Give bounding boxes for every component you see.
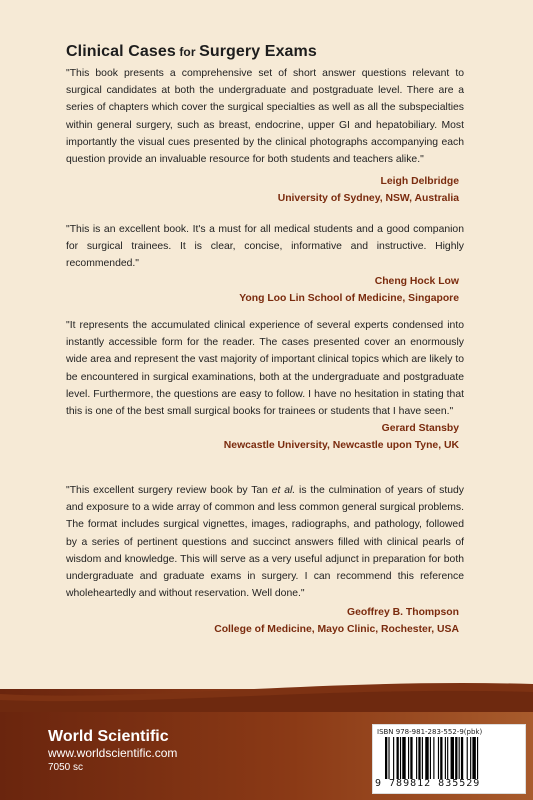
barcode-bar: [393, 737, 394, 779]
barcode-bar: [416, 737, 417, 779]
endorsement-1: [66, 65, 464, 207]
barcode-bar: [402, 737, 405, 779]
endorsement-quote: "This book presents a comprehensive set of short answer questions relevant to surgical candidates at both the undergraduate and postgraduate level. There are a series of chapters which cover the surgical specialties as well as all the subspecialties within general surgery, such as breast, endocrine, upper GI and hepatobiliary. Most importantly the visual cues presented by the clinical photographs accompanying each question provide an invaluable resource for both students and teachers alike.": [66, 68, 464, 166]
barcode-bar: [433, 737, 434, 779]
barcode-bar: [385, 737, 387, 779]
quote-part: "This excellent surgery review book by Tan: [66, 485, 272, 496]
barcode-bar: [447, 737, 448, 779]
barcode-bar: [445, 737, 446, 779]
barcode-bars: [385, 737, 521, 779]
barcode-bar: [470, 737, 471, 779]
barcode-bar: [425, 737, 428, 779]
publisher-name: World Scientific: [48, 728, 169, 745]
barcode-bar: [472, 737, 475, 779]
barcode-bar: [477, 737, 478, 779]
barcode-bar: [440, 737, 442, 779]
title-connector: for: [175, 45, 200, 59]
endorsement-4: [66, 482, 464, 638]
publisher-info: [48, 728, 177, 775]
barcode-bar: [422, 737, 423, 779]
barcode-bar: [455, 737, 457, 779]
footer-wave-decoration: [0, 672, 533, 712]
barcode-bar: [467, 737, 468, 779]
endorser-name: Leigh Delbridge: [380, 176, 459, 188]
endorser-name: Gerard Stansby: [381, 423, 459, 435]
endorser-affiliation: University of Sydney, NSW, Australia: [277, 193, 459, 205]
title-rest: Surgery Exams: [199, 43, 317, 60]
endorsement-3: [66, 317, 464, 454]
barcode-bar: [461, 737, 463, 779]
publisher-url: www.worldscientific.com: [48, 746, 178, 760]
endorser-affiliation: Yong Loo Lin School of Medicine, Singapore: [239, 292, 459, 304]
title-main: Clinical Cases: [66, 43, 176, 60]
endorsement-quote: "It represents the accumulated clinical experience of several experts condensed into instantly accessible form for the reader. The cases presented cover an enormously wide area and represent the vast majority of important clinical topics which are likely to be encountered in surgical examinations, both at the undergraduate and postgraduate level. Furthermore, the questions are easy to follow. I have no hesitation in stating that this is one of the best small surgical books for trainees or students that I have seen.": [66, 320, 464, 418]
barcode-bar: [418, 737, 420, 779]
endorsement-quote: [66, 482, 464, 602]
isbn-label: ISBN 978-981-283-552-9(pbk): [377, 728, 483, 736]
isbn-barcode: [372, 724, 526, 794]
barcode-bar: [451, 737, 454, 779]
barcode-bar: [430, 737, 431, 779]
endorser-affiliation: College of Medicine, Mayo Clinic, Rochester, USA: [214, 624, 459, 636]
endorsement-2: [66, 221, 464, 307]
barcode-bar: [408, 737, 409, 779]
barcode-bar: [397, 737, 399, 779]
barcode-bar: [400, 737, 401, 779]
quote-part: is the culmination of years of study and exposure to a wide array of common and less common general surgical problems. The format includes surgical vignettes, images, radiographs, and pathology, followed by a series of pertinent questions and succinct answers filled with clinical pearls of wisdom and knowledge. This will serve as a very useful adjunct in preparation for both undergraduate and graduate exams in surgery. I can recommend this reference wholeheartedly and without reservation. Well done.": [66, 485, 464, 600]
barcode-bar: [410, 737, 412, 779]
barcode-bar: [438, 737, 439, 779]
endorser-affiliation: Newcastle University, Newcastle upon Tyne, UK: [223, 440, 459, 452]
publisher-code: 7050 sc: [48, 762, 84, 773]
endorsement-quote: "This is an excellent book. It's a must for all medical students and a good companion for surgical trainees. It is clear, concise, informative and instructive. Highly recommended.": [66, 224, 464, 270]
endorser-name: Cheng Hock Low: [374, 275, 459, 287]
barcode-bar: [388, 737, 389, 779]
barcode-bar: [459, 737, 460, 779]
barcode-number: 9 789812 835529: [375, 778, 481, 789]
endorser-name: Geoffrey B. Thompson: [347, 607, 459, 619]
book-title: [66, 43, 317, 61]
quote-emphasis: et al.: [271, 485, 296, 496]
